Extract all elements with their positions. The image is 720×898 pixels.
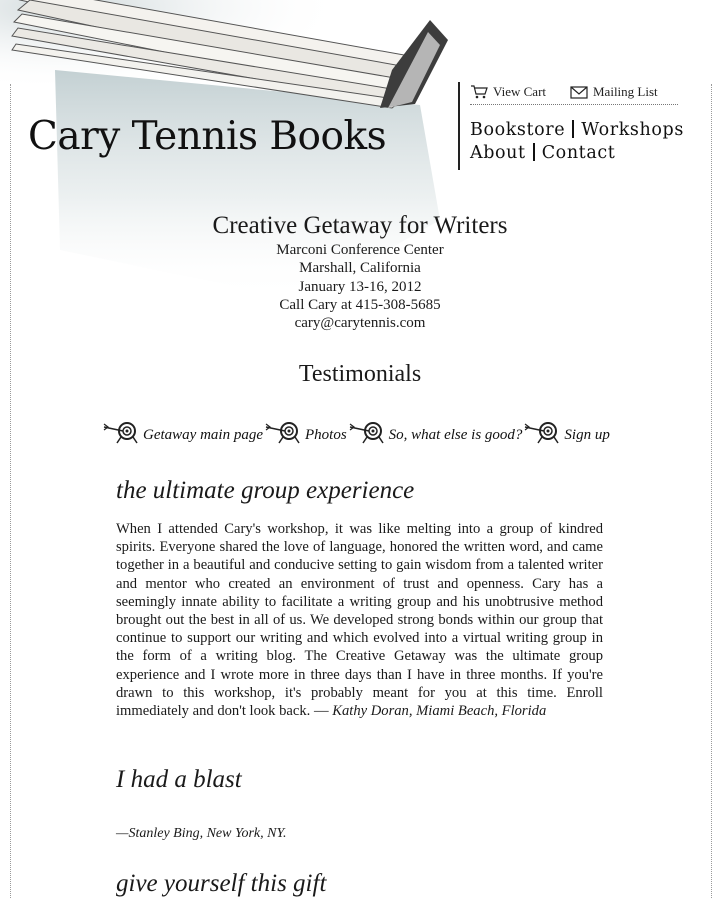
testimonial-heading: the ultimate group experience xyxy=(116,477,415,504)
nav-about[interactable]: About xyxy=(470,143,526,163)
mailing-list-link[interactable] xyxy=(570,84,658,100)
testimonial-heading: give yourself this gift xyxy=(116,870,327,897)
cart-icon xyxy=(470,85,488,99)
event-title: Creative Getaway for Writers xyxy=(212,212,508,239)
arrow-target-icon xyxy=(349,418,387,444)
nav-workshops[interactable]: Workshops xyxy=(581,120,684,140)
event-email[interactable]: cary@carytennis.com xyxy=(294,315,426,332)
mailing-list-label: Mailing List xyxy=(593,84,658,99)
testimonial-attribution: Kathy Doran, Miami Beach, Florida xyxy=(332,703,547,720)
testimonial-attribution: —Stanley Bing, New York, NY. xyxy=(116,826,287,841)
event-phone: Call Cary at 415-308-5685 xyxy=(279,296,441,313)
arrow-target-icon xyxy=(103,418,141,444)
arrow-target-icon xyxy=(524,418,562,444)
nav-separator xyxy=(572,120,574,138)
nav-contact[interactable]: Contact xyxy=(541,143,616,163)
event-info xyxy=(0,211,720,332)
sub-nav-photos[interactable]: Photos xyxy=(304,427,347,443)
nav-bookstore[interactable]: Bookstore xyxy=(470,120,566,140)
testimonial-heading: I had a blast xyxy=(116,766,242,793)
sub-nav-sign-up[interactable]: Sign up xyxy=(564,427,610,443)
view-cart-label: View Cart xyxy=(493,84,547,99)
sub-nav-what-else[interactable]: So, what else is good? xyxy=(388,427,523,443)
page-border-right xyxy=(711,84,712,898)
nav-separator xyxy=(533,143,535,161)
testimonial-body xyxy=(116,520,603,720)
sub-nav-getaway-main[interactable]: Getaway main page xyxy=(143,427,263,443)
event-venue: Marconi Conference Center xyxy=(276,242,444,258)
arrow-target-icon xyxy=(265,418,303,444)
event-location: Marshall, California xyxy=(299,260,421,277)
utility-nav xyxy=(470,84,678,105)
main-nav xyxy=(470,119,684,165)
testimonial-text: When I attended Cary's workshop, it was like melting into a group of kindred spirits. Everyone shared the love of language, honored the written word, and came together in a beautiful and conducive setting to gain wisdom from a talented writer and mentor who created an environment of trust and openness. Cary has a seemingly innate ability to facilitate a writing group and his unobtrusive method brought out the best in all of us. We developed strong bonds within our group that continue to support our writing and which evolved into a virtual writing group in the form of a writing blog. The Creative Getaway was the ultimate group experience and I wrote more in three days than I have in three months. If you're drawn to this workshop, it's probably meant for you at this time. Enroll immediately and don't look back. — xyxy=(116,521,603,720)
site-logo[interactable]: Cary Tennis Books xyxy=(28,114,387,159)
event-dates: January 13-16, 2012 xyxy=(298,278,422,295)
page-title: Testimonials xyxy=(298,361,422,387)
envelope-icon xyxy=(570,86,588,99)
view-cart-link[interactable] xyxy=(470,84,546,100)
header-divider xyxy=(458,82,460,170)
getaway-sub-nav xyxy=(103,418,612,444)
